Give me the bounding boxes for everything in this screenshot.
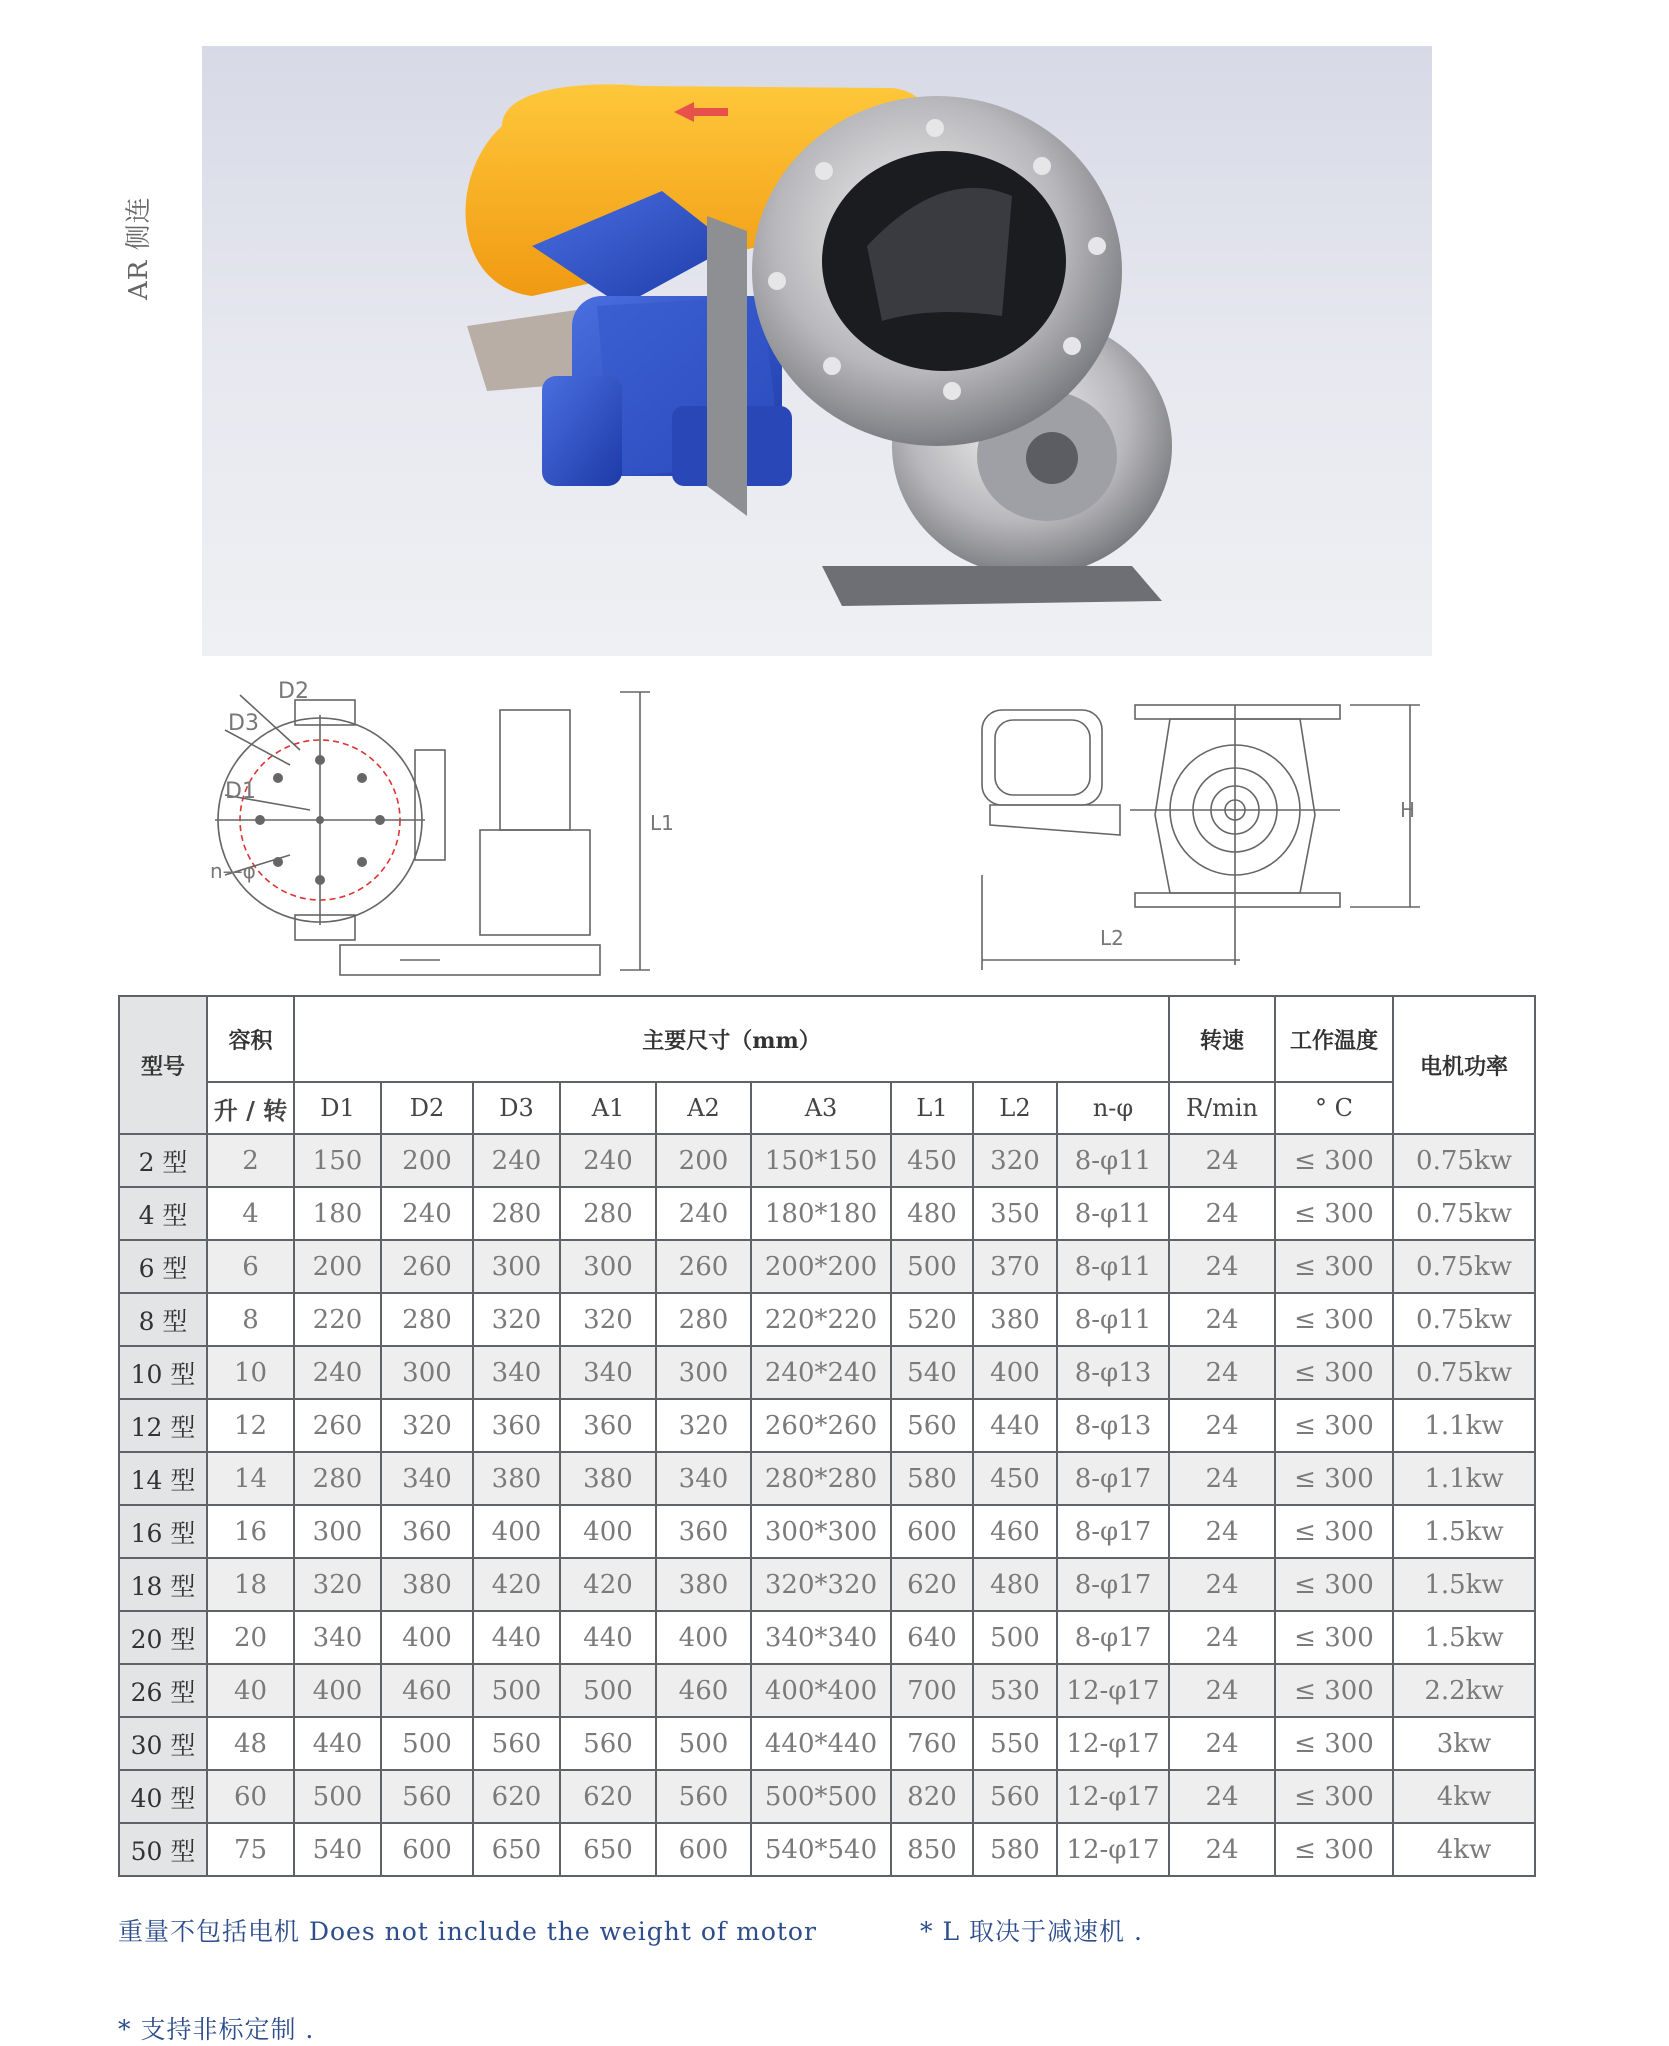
cell-a1: 360 [560,1399,656,1452]
cell-d1: 240 [294,1346,381,1399]
cell-d2: 380 [381,1558,473,1611]
table-row [119,1293,1535,1346]
cell-d3: 650 [473,1823,560,1876]
cell-a1: 560 [560,1717,656,1770]
cell-a1: 420 [560,1558,656,1611]
cell-a1: 650 [560,1823,656,1876]
cell-n-phi: 8-φ11 [1057,1240,1169,1293]
cell-l2: 350 [973,1187,1057,1240]
table-row [119,1240,1535,1293]
note-l-depends: * L 取决于减速机 . [920,1917,1143,1946]
cell-a2: 500 [656,1717,751,1770]
cell-l2: 580 [973,1823,1057,1876]
cell-d3: 420 [473,1558,560,1611]
cell-a1: 240 [560,1134,656,1187]
table-row [119,1664,1535,1717]
cell-power: 0.75kw [1393,1134,1535,1187]
cell-l1: 850 [891,1823,973,1876]
header-speed-unit: R/min [1169,1082,1275,1134]
cell-power: 2.2kw [1393,1664,1535,1717]
cell-temp: ≤ 300 [1275,1611,1393,1664]
cell-power: 4kw [1393,1823,1535,1876]
spec-table-body [119,1134,1535,1876]
cell-temp: ≤ 300 [1275,1187,1393,1240]
cell-d2: 460 [381,1664,473,1717]
header-volume: 容积 [207,996,294,1082]
cell-model: 26 型 [119,1664,207,1717]
cell-l1: 520 [891,1293,973,1346]
cell-volume: 12 [207,1399,294,1452]
cell-temp: ≤ 300 [1275,1823,1393,1876]
header-col-d1: D1 [294,1082,381,1134]
cell-temp: ≤ 300 [1275,1558,1393,1611]
cell-d2: 240 [381,1187,473,1240]
table-row [119,1823,1535,1876]
cell-volume: 18 [207,1558,294,1611]
cell-d1: 340 [294,1611,381,1664]
cell-model: 6 型 [119,1240,207,1293]
cell-a2: 460 [656,1664,751,1717]
header-col-d2: D2 [381,1082,473,1134]
cell-l1: 480 [891,1187,973,1240]
header-temp: 工作温度 [1275,996,1393,1082]
spec-table [118,995,1536,1877]
cell-power: 3kw [1393,1717,1535,1770]
header-speed: 转速 [1169,996,1275,1082]
cell-speed: 24 [1169,1293,1275,1346]
table-row [119,1187,1535,1240]
cell-l2: 450 [973,1452,1057,1505]
cell-a1: 400 [560,1505,656,1558]
cell-a2: 380 [656,1558,751,1611]
cell-a1: 380 [560,1452,656,1505]
cell-a3: 500*500 [751,1770,891,1823]
cell-a2: 280 [656,1293,751,1346]
cell-model: 2 型 [119,1134,207,1187]
cell-l1: 450 [891,1134,973,1187]
cell-speed: 24 [1169,1770,1275,1823]
cell-d2: 260 [381,1240,473,1293]
cell-d1: 280 [294,1452,381,1505]
header-col-d3: D3 [473,1082,560,1134]
cell-d1: 400 [294,1664,381,1717]
cell-a1: 320 [560,1293,656,1346]
cell-l2: 480 [973,1558,1057,1611]
cell-l1: 560 [891,1399,973,1452]
cell-d3: 440 [473,1611,560,1664]
cell-speed: 24 [1169,1717,1275,1770]
cell-a1: 620 [560,1770,656,1823]
cell-power: 0.75kw [1393,1240,1535,1293]
cell-l1: 760 [891,1717,973,1770]
header-col-a2: A2 [656,1082,751,1134]
cell-speed: 24 [1169,1240,1275,1293]
cell-d1: 180 [294,1187,381,1240]
cell-a2: 360 [656,1505,751,1558]
table-row [119,1717,1535,1770]
cell-model: 14 型 [119,1452,207,1505]
cell-model: 12 型 [119,1399,207,1452]
cell-l2: 460 [973,1505,1057,1558]
cell-n-phi: 8-φ11 [1057,1187,1169,1240]
cell-power: 0.75kw [1393,1293,1535,1346]
l1-label: L1 [650,811,674,835]
cell-speed: 24 [1169,1399,1275,1452]
header-volume-unit: 升 / 转 [207,1082,294,1134]
header-power: 电机功率 [1393,996,1535,1134]
cell-speed: 24 [1169,1823,1275,1876]
cell-model: 4 型 [119,1187,207,1240]
header-col-a1: A1 [560,1082,656,1134]
header-col-n-phi: n-φ [1057,1082,1169,1134]
cell-d1: 220 [294,1293,381,1346]
cell-l2: 560 [973,1770,1057,1823]
cell-speed: 24 [1169,1187,1275,1240]
cell-a1: 280 [560,1187,656,1240]
cell-temp: ≤ 300 [1275,1293,1393,1346]
cell-d2: 340 [381,1452,473,1505]
cell-volume: 4 [207,1187,294,1240]
table-row [119,1399,1535,1452]
cell-a3: 240*240 [751,1346,891,1399]
cell-d3: 380 [473,1452,560,1505]
cell-d3: 300 [473,1240,560,1293]
cell-speed: 24 [1169,1134,1275,1187]
cell-a3: 300*300 [751,1505,891,1558]
cell-n-phi: 12-φ17 [1057,1770,1169,1823]
cell-a1: 440 [560,1611,656,1664]
cell-d2: 560 [381,1770,473,1823]
cell-n-phi: 8-φ13 [1057,1346,1169,1399]
cell-temp: ≤ 300 [1275,1452,1393,1505]
cell-power: 0.75kw [1393,1187,1535,1240]
cell-temp: ≤ 300 [1275,1770,1393,1823]
cell-d2: 280 [381,1293,473,1346]
cell-volume: 40 [207,1664,294,1717]
cell-volume: 6 [207,1240,294,1293]
header-main-dims: 主要尺寸（mm） [294,996,1169,1082]
cell-d2: 360 [381,1505,473,1558]
cell-d1: 440 [294,1717,381,1770]
cell-speed: 24 [1169,1505,1275,1558]
cell-n-phi: 8-φ13 [1057,1399,1169,1452]
cell-l2: 380 [973,1293,1057,1346]
cell-power: 1.1kw [1393,1399,1535,1452]
side-view-drawing [970,675,1440,975]
header-col-a3: A3 [751,1082,891,1134]
cell-volume: 48 [207,1717,294,1770]
cell-d2: 300 [381,1346,473,1399]
table-row [119,1611,1535,1664]
cell-a1: 300 [560,1240,656,1293]
header-model: 型号 [119,996,207,1134]
cell-l1: 580 [891,1452,973,1505]
cell-d3: 360 [473,1399,560,1452]
cell-power: 1.5kw [1393,1611,1535,1664]
cell-n-phi: 8-φ17 [1057,1505,1169,1558]
cell-d3: 400 [473,1505,560,1558]
d3-label: D3 [228,711,259,736]
cell-volume: 16 [207,1505,294,1558]
cell-a2: 260 [656,1240,751,1293]
cell-speed: 24 [1169,1558,1275,1611]
cell-l2: 500 [973,1611,1057,1664]
cell-a3: 220*220 [751,1293,891,1346]
h-label: H [1400,798,1416,822]
cell-d1: 200 [294,1240,381,1293]
cell-d3: 500 [473,1664,560,1717]
cell-volume: 10 [207,1346,294,1399]
cell-l1: 600 [891,1505,973,1558]
cell-power: 1.5kw [1393,1558,1535,1611]
table-row [119,1505,1535,1558]
cell-model: 10 型 [119,1346,207,1399]
cell-d1: 320 [294,1558,381,1611]
cell-a3: 540*540 [751,1823,891,1876]
cell-a2: 340 [656,1452,751,1505]
cell-l2: 400 [973,1346,1057,1399]
cell-a1: 340 [560,1346,656,1399]
cell-volume: 8 [207,1293,294,1346]
cell-speed: 24 [1169,1664,1275,1717]
cell-d2: 320 [381,1399,473,1452]
table-row [119,1770,1535,1823]
cell-temp: ≤ 300 [1275,1346,1393,1399]
product-render-image [202,46,1432,656]
cell-l1: 620 [891,1558,973,1611]
cell-temp: ≤ 300 [1275,1664,1393,1717]
cell-model: 8 型 [119,1293,207,1346]
cell-l2: 370 [973,1240,1057,1293]
table-row [119,1452,1535,1505]
cell-a2: 200 [656,1134,751,1187]
header-temp-unit: ° C [1275,1082,1393,1134]
cell-n-phi: 8-φ11 [1057,1293,1169,1346]
cell-speed: 24 [1169,1611,1275,1664]
cell-speed: 24 [1169,1452,1275,1505]
front-view-drawing [200,680,680,980]
note-weight: 重量不包括电机 Does not include the weight of motor [118,1917,817,1946]
cell-temp: ≤ 300 [1275,1505,1393,1558]
cell-volume: 14 [207,1452,294,1505]
cell-a3: 440*440 [751,1717,891,1770]
cell-d1: 260 [294,1399,381,1452]
cell-a3: 150*150 [751,1134,891,1187]
cell-a2: 300 [656,1346,751,1399]
cell-a2: 560 [656,1770,751,1823]
cell-a2: 240 [656,1187,751,1240]
cell-volume: 20 [207,1611,294,1664]
cell-speed: 24 [1169,1346,1275,1399]
d2-label: D2 [278,680,309,704]
cell-a3: 320*320 [751,1558,891,1611]
cell-a3: 180*180 [751,1187,891,1240]
cell-d3: 620 [473,1770,560,1823]
n-phi-label: n—φ [210,859,256,883]
cell-a2: 600 [656,1823,751,1876]
cell-d3: 340 [473,1346,560,1399]
cell-model: 16 型 [119,1505,207,1558]
cell-temp: ≤ 300 [1275,1399,1393,1452]
cell-d2: 600 [381,1823,473,1876]
header-col-l2: L2 [973,1082,1057,1134]
cell-n-phi: 8-φ17 [1057,1611,1169,1664]
cell-model: 30 型 [119,1717,207,1770]
cell-a3: 200*200 [751,1240,891,1293]
cell-d3: 320 [473,1293,560,1346]
cell-n-phi: 8-φ17 [1057,1558,1169,1611]
cell-d1: 540 [294,1823,381,1876]
note-custom: * 支持非标定制 . [118,2015,315,2044]
cell-model: 50 型 [119,1823,207,1876]
cell-d3: 280 [473,1187,560,1240]
cell-n-phi: 12-φ17 [1057,1664,1169,1717]
cell-l1: 540 [891,1346,973,1399]
cell-d3: 560 [473,1717,560,1770]
cell-n-phi: 12-φ17 [1057,1717,1169,1770]
cell-power: 1.1kw [1393,1452,1535,1505]
cell-d2: 500 [381,1717,473,1770]
cell-d1: 300 [294,1505,381,1558]
cell-d2: 400 [381,1611,473,1664]
header-col-l1: L1 [891,1082,973,1134]
cell-l1: 500 [891,1240,973,1293]
cell-volume: 60 [207,1770,294,1823]
table-row [119,1134,1535,1187]
cell-a2: 400 [656,1611,751,1664]
cell-l1: 820 [891,1770,973,1823]
cell-l1: 700 [891,1664,973,1717]
cell-model: 40 型 [119,1770,207,1823]
cell-a3: 340*340 [751,1611,891,1664]
table-row [119,1558,1535,1611]
cell-model: 20 型 [119,1611,207,1664]
cell-l2: 530 [973,1664,1057,1717]
cell-power: 0.75kw [1393,1346,1535,1399]
cell-model: 18 型 [119,1558,207,1611]
cell-a3: 260*260 [751,1399,891,1452]
cell-n-phi: 8-φ17 [1057,1452,1169,1505]
cell-temp: ≤ 300 [1275,1240,1393,1293]
cell-a3: 280*280 [751,1452,891,1505]
cell-temp: ≤ 300 [1275,1717,1393,1770]
cell-d2: 200 [381,1134,473,1187]
cell-power: 4kw [1393,1770,1535,1823]
cell-l2: 550 [973,1717,1057,1770]
product-side-label: AR 侧连 [124,196,154,300]
cell-volume: 75 [207,1823,294,1876]
cell-temp: ≤ 300 [1275,1134,1393,1187]
cell-n-phi: 8-φ11 [1057,1134,1169,1187]
cell-power: 1.5kw [1393,1505,1535,1558]
cell-a3: 400*400 [751,1664,891,1717]
cell-l1: 640 [891,1611,973,1664]
d1-label: D1 [225,779,256,804]
cell-l2: 320 [973,1134,1057,1187]
cell-volume: 2 [207,1134,294,1187]
cell-a2: 320 [656,1399,751,1452]
cell-a1: 500 [560,1664,656,1717]
l2-label: L2 [1100,926,1124,950]
cell-d3: 240 [473,1134,560,1187]
cell-d1: 150 [294,1134,381,1187]
cell-n-phi: 12-φ17 [1057,1823,1169,1876]
table-row [119,1346,1535,1399]
cell-d1: 500 [294,1770,381,1823]
cell-l2: 440 [973,1399,1057,1452]
